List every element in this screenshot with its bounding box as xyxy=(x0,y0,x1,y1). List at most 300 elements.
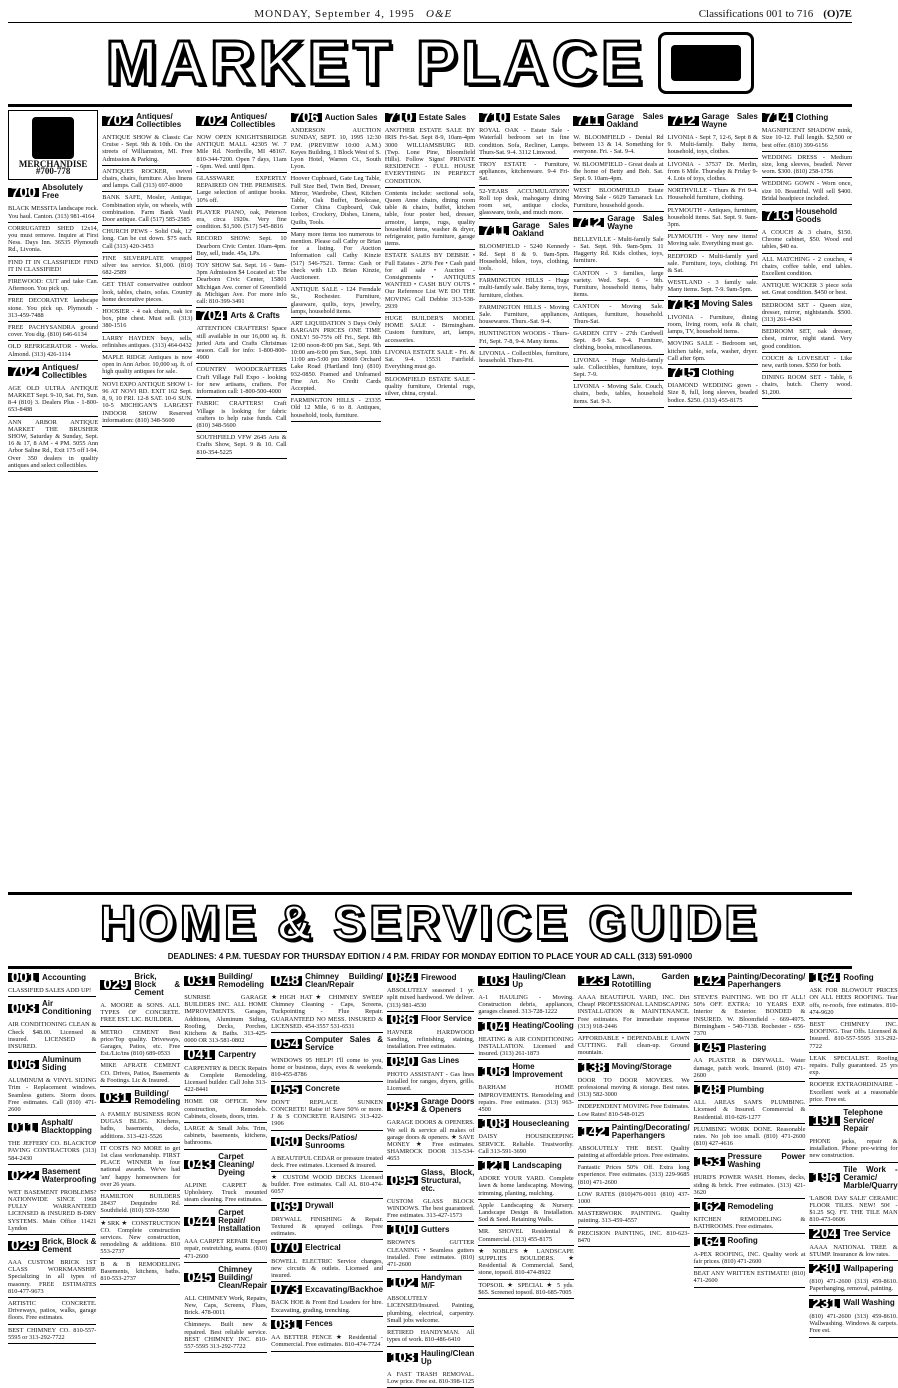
category-header xyxy=(100,1090,180,1106)
ad-text: PHONE jacks, repair & installation. Phone pre-wiring for new construction. xyxy=(809,1138,898,1160)
category-name: Gas Lines xyxy=(421,1056,460,1066)
classified-ad xyxy=(694,992,806,1040)
classified-ad xyxy=(385,347,475,374)
category-name: Garage Sales Wayne xyxy=(701,112,758,129)
classified-ad xyxy=(196,432,286,459)
ad-text: BEST CHIMNEY INC. ROOFING. Tear Offs. Licensed & Insured. 810-557-5595 313-292-7722 xyxy=(809,1021,898,1050)
ad-text: CHURCH PEWS - Solid Oak, 12' long. Can be cut down. $75 each. Call (313) 420-3453 xyxy=(102,228,193,250)
classified-ad xyxy=(573,355,663,382)
ad-text: BEDROOM SET, oak dresser, chest, mirror, night stand. Very good condition. xyxy=(761,328,852,350)
ad-text: ANDERSON AUCTION SUNDAY, SEPT. 10, 1995 12:30 P.M. (PREVIEW 10:00 A.M.) Keyes Building, 1 Block West of S. Lyon Hotel, Warren Ct., South Lyon. xyxy=(290,127,381,171)
category-name: Floor Service xyxy=(421,1014,472,1024)
category-name: Antiques/ Collectibles xyxy=(42,362,87,380)
category-number: 121 xyxy=(478,1161,509,1170)
category-number: 044 xyxy=(184,1217,215,1226)
ad-text: AA BETTER FENCE ★ Residential - Commercial. Free estimates. 810-474-7724 xyxy=(271,1334,383,1349)
classified-ad xyxy=(8,1075,96,1116)
category-number: 103 xyxy=(478,976,509,985)
classified-ad xyxy=(8,295,98,322)
category-header xyxy=(694,973,806,989)
category-number: 164 xyxy=(694,1237,725,1246)
classified-ad xyxy=(271,1055,383,1082)
category-header xyxy=(184,1209,267,1233)
ad-text: LIVONIA - Collectibles, furniture, household. Thurs-Fri. xyxy=(479,349,570,365)
category-header xyxy=(8,184,98,200)
category-header xyxy=(271,1080,383,1098)
ad-text: PLUMBING WORK DONE. Reasonable rates. No job too small. (810) 471-2600 (810) 427-4616 xyxy=(693,1125,806,1148)
category-name: Building/ Remodeling xyxy=(218,972,265,989)
classified-ad xyxy=(271,1172,383,1199)
category-header xyxy=(271,1239,383,1257)
market-column xyxy=(385,110,475,890)
classified-ad xyxy=(573,381,663,408)
category-header xyxy=(809,1294,897,1312)
classified-ad xyxy=(8,203,98,222)
classified-ad xyxy=(762,227,852,254)
ad-text: A-1 HAULING - Moving. Construction debris, appliances, garages cleaned. 313-728-1222 xyxy=(478,994,574,1016)
ad-text: BEAT ANY WRITTEN ESTIMATE! (810) 471-2600 xyxy=(693,1270,806,1285)
category-number: 093 xyxy=(387,1102,418,1111)
classified-ad xyxy=(809,1079,897,1106)
classified-ad xyxy=(578,1033,690,1060)
ad-text: FARMINGTON HILLS - Huge multi-family sale. Baby items, toys, furniture, clothes. xyxy=(479,277,570,299)
service-column xyxy=(478,970,573,1388)
category-name: Moving Sales xyxy=(701,299,753,309)
classified-ad xyxy=(100,1218,180,1259)
page-header xyxy=(8,6,852,23)
category-header xyxy=(578,1058,690,1076)
category-name: Roofing xyxy=(843,972,874,982)
category-name: Building/ Remodeling xyxy=(134,1089,181,1107)
classified-ad xyxy=(100,1191,180,1218)
ad-text: WET BASEMENT PROBLEMS? NATIONWIDE SINCE 1968 FULLY WARRANTEED LICENSED & INSURED B-DRY SYSTEMS. Main Office 11421 Lyndon xyxy=(8,1188,97,1232)
ad-text: LIVONIA ESTATE SALE - Fri. & Sat. 9-4. 15531 Fairfield. Everything must go. xyxy=(384,348,476,371)
ad-text: NOVI EXPO ANTIQUE SHOW 1-96 AT NOVI RD. EXIT 162 Sept. 8, 9, 10 FRI. 12-8 SAT. 10-6 SUN. 10-5 MICHIGAN'S LARGEST INDOOR SHOW Reserved information: (810) 348-5600 xyxy=(102,380,193,424)
classified-ad xyxy=(291,173,381,228)
ad-text: LIVONIA - Huge Multi-family sale. Collectibles, furniture, toys. Sept. 7-9. xyxy=(573,356,664,379)
category-header xyxy=(809,1166,897,1190)
classified-ad xyxy=(100,1000,180,1027)
category-name: Antiques/ Collectibles xyxy=(230,112,276,129)
category-header xyxy=(694,1232,806,1250)
ad-text: DOOR TO DOOR MOVERS. We professional moving & storage. Best rates. (313) 582-3000 xyxy=(577,1076,690,1099)
service-rule xyxy=(8,966,852,969)
classified-ad xyxy=(102,352,192,379)
category-header xyxy=(196,113,286,129)
category-number: 138 xyxy=(578,1063,609,1072)
classified-ad xyxy=(8,417,98,472)
service-guide-columns xyxy=(8,969,898,1385)
classified-ad xyxy=(668,132,758,159)
header-folio: (O)7E xyxy=(823,8,852,20)
category-name: Tree Service xyxy=(843,1229,891,1239)
market-column xyxy=(291,110,381,890)
service-column xyxy=(578,970,690,1388)
ad-text: 52-YEARS ACCUMULATION! Roll top desk, mahogany dining room set, antique clocks, glassware, tools, and much more. xyxy=(479,187,570,217)
merchandise-range: #700-778 xyxy=(35,166,71,177)
category-number: 715 xyxy=(668,368,699,377)
category-name: Glass, Block, Structural, etc. xyxy=(421,1167,475,1193)
category-name: Painting/Decorating/ Paperhangers xyxy=(611,1122,690,1140)
classified-ad xyxy=(479,186,569,220)
classified-ad xyxy=(809,1136,897,1163)
classified-ad xyxy=(762,178,852,205)
market-column xyxy=(102,110,192,890)
ad-text: LIVONIA - Furniture, dining room, living room, sofa & chair, lamps, TV, household items. xyxy=(667,313,758,336)
classified-ad xyxy=(387,1027,474,1054)
ad-text: B & B REMODELING Basements, kitchens, baths. 810-553-2737 xyxy=(100,1260,181,1283)
classified-ad xyxy=(578,992,690,1033)
category-number: 011 xyxy=(8,1123,38,1132)
ad-text: Fantastic Prices 50% Off. Extra long experience. Free estimates. (313) 229-9685 (810) 471-2600 xyxy=(577,1164,690,1186)
classified-ad xyxy=(291,318,381,395)
ad-text: BLACK MESSITA landscape rock. You haul. Canton. (313) 981-4164 xyxy=(8,205,99,220)
category-name: Clothing xyxy=(701,367,735,377)
category-name: Auction Sales xyxy=(324,112,378,122)
category-header xyxy=(184,1153,267,1177)
category-number: 702 xyxy=(102,116,133,125)
ad-text: ★HIGH HAT★ CHIMNEY SWEEP Chimney Cleaning - Caps, Screens, Tuckpointing - Flue Repair. GUARANTEED NO MESS. INSURED & LICENSED. 454-3557 531-6531 xyxy=(271,994,383,1030)
category-header xyxy=(478,973,573,989)
category-number: 086 xyxy=(387,1015,418,1024)
ad-text: CUSTOM GLASS BLOCK WINDOWS. The best guaranteed. Free estimates. 313-427-1573 xyxy=(386,1197,475,1220)
category-number: 055 xyxy=(271,1085,302,1094)
ad-text: ROOFER EXTRAORDINAIRE - Excellent work at a reasonable price. Free est. xyxy=(809,1081,898,1103)
classified-ad xyxy=(102,279,192,306)
ad-text: RECORD SHOW: Sept. 10 Dearborn Civic Center. 10am-4pm. Buy, sell, trade. 45s, LPs. xyxy=(196,235,287,257)
category-number: 231 xyxy=(809,1299,840,1308)
classified-ad xyxy=(8,257,98,276)
ad-text: KITCHEN REMODELING & BATHROOMS. Free estimates. xyxy=(693,1216,806,1231)
ad-text: REDFORD - Multi-family yard sale. Furniture, toys, clothing. Fri & Sat. xyxy=(667,252,758,275)
category-number: 106 xyxy=(478,1067,509,1076)
category-number: 045 xyxy=(184,1273,215,1282)
classified-ad xyxy=(809,985,897,1019)
classified-ad xyxy=(762,353,852,372)
category-number: 704 xyxy=(196,311,227,320)
classified-ad xyxy=(809,1242,897,1261)
ad-text: DIAMOND WEDDING gown - Size 8, full, long sleeves, beaded bodice. $250. (313) 455-8175 xyxy=(667,382,758,404)
classified-ad xyxy=(668,231,758,250)
ad-text: AAAA BEAUTIFUL YARD, INC. Dirt Cheap! PROFESSIONAL LANDSCAPING INSTALLATION & MAINTENANCE. Free estimates. For immediate response (313) 918-2446 xyxy=(577,994,690,1030)
classified-ad xyxy=(668,251,758,278)
category-number: 204 xyxy=(809,1229,840,1238)
ad-text: AIR CONDITIONING CLEAN & Check $48.00. Licensed & insured. LICENSED & INSURED. xyxy=(8,1021,97,1051)
top-rule xyxy=(8,104,852,107)
category-name: Asphalt/ Blacktopping xyxy=(41,1118,92,1136)
ad-text: HUGE BUILDER'S MODEL HOME SALE - Birmingham. Custom furniture, art, lamps, accessories. xyxy=(384,315,476,344)
ad-text: FIREWOOD: CUT and take Can. Afternoon. You pick up. xyxy=(8,278,99,293)
classified-ad xyxy=(387,985,474,1012)
category-number: 142 xyxy=(694,976,725,985)
ad-text: DON'T REPLACE SUNKEN CONCRETE! Raise it! Save 50% or more. J & S CONCRETE RAISING 313-422-1906 xyxy=(271,1098,383,1128)
classified-ad xyxy=(100,1143,180,1191)
category-number: 702 xyxy=(8,367,39,376)
category-header xyxy=(479,222,569,238)
category-header xyxy=(8,1056,96,1072)
category-header xyxy=(478,1157,573,1175)
ad-text: ABSOLUTELY THE BEST. Quality painting at affordable prices. Free estimates. xyxy=(577,1144,690,1160)
classified-ad xyxy=(8,1257,96,1298)
category-name: Garage Sales Oakland xyxy=(606,112,664,129)
classified-ad xyxy=(271,1153,383,1172)
category-name: Estate Sales xyxy=(513,112,561,122)
ad-text: MAPLE RIDGE Antiques is now open in Ann Arbor. 10,000 sq. ft. of high quality antiques for sale. xyxy=(102,354,193,376)
category-header xyxy=(184,973,267,989)
classified-ad xyxy=(573,159,663,186)
category-header xyxy=(668,295,758,313)
service-column xyxy=(809,970,897,1388)
ad-text: AA PLASTER & DRYWALL. Water damage, patch work. Insured. (810) 471-2600 xyxy=(693,1057,806,1079)
ad-text: LOW RATES (810)476-0011 (810) 437-1000 xyxy=(577,1190,690,1206)
category-header xyxy=(271,973,383,989)
category-number: 031 xyxy=(184,976,215,985)
category-number: 148 xyxy=(694,1085,725,1094)
category-number: 142 xyxy=(578,1127,609,1136)
category-header xyxy=(478,1017,574,1035)
classified-ad xyxy=(184,1293,267,1320)
classified-ad xyxy=(271,1297,383,1316)
ad-text: ABSOLUTELY seasoned 1 yr. split mixed hardwood. We deliver. (313) 981-4530 xyxy=(386,987,475,1009)
category-header xyxy=(8,1168,96,1184)
ad-text: BACK HOE & Front End Loaders for hire. Excavating, grading, trenching. xyxy=(271,1299,383,1314)
ad-text: ABSOLUTELY LICENSED/Insured. Painting, plumbing, electrical, carpentry. Small jobs welcome. xyxy=(386,1295,475,1324)
merchandise-label: MERCHANDISE xyxy=(18,159,88,169)
category-number: 102 xyxy=(387,1278,418,1287)
classified-ad xyxy=(573,328,663,355)
category-header xyxy=(387,1052,474,1070)
market-column xyxy=(479,110,569,890)
classified-ad xyxy=(387,1196,474,1223)
ad-text: HUNTINGTON WOODS - Thurs-Fri, Sept. 7-8, 9-4. Many items. xyxy=(479,330,570,345)
category-name: Housecleaning xyxy=(512,1118,570,1128)
classified-ad xyxy=(196,398,286,432)
classified-ad xyxy=(102,226,192,253)
classified-ad xyxy=(762,300,852,327)
category-name: Clothing xyxy=(795,112,829,122)
header-paper: O&E xyxy=(426,8,453,20)
market-column xyxy=(8,110,98,890)
classified-ad xyxy=(479,328,569,347)
category-header xyxy=(387,1350,474,1366)
classified-ad xyxy=(809,1311,897,1338)
category-name: Telephone Service/ Repair xyxy=(843,1108,883,1134)
classified-ad xyxy=(694,1172,806,1199)
ad-text: W. BLOOMFIELD - Dental Rd between 13 & 14. Something for everyone. Fri. - Sat. 9-4. xyxy=(573,134,664,156)
classified-ad xyxy=(184,1180,267,1207)
classified-ad xyxy=(8,1019,96,1053)
ad-text: COUCH & LOVESEAT - Like new, earth tones. $350 for both. xyxy=(761,354,852,370)
classified-ad xyxy=(8,1325,96,1344)
market-column xyxy=(668,110,758,890)
classified-ad xyxy=(291,284,381,318)
merchandise-logo-icon xyxy=(32,117,74,159)
market-column xyxy=(196,110,286,890)
classified-ad xyxy=(694,1214,806,1233)
category-header xyxy=(8,1000,96,1016)
ad-text: AFFORDABLE • DEPENDABLE LAWN CUTTING. Fall clean-up. Ground mountain. xyxy=(577,1035,690,1057)
category-header xyxy=(8,1119,96,1135)
service-column xyxy=(184,970,267,1388)
ad-text: CANTON - Moving Sale. Antiques, furniture, household. Thurs-Sat. xyxy=(573,303,664,325)
ad-text: (810) 471-2600 (313) 459-8610. Paperhanging, removal, painting. xyxy=(809,1278,898,1293)
category-number: 711 xyxy=(573,116,603,125)
classified-ad xyxy=(668,338,758,365)
ad-text: MASTERWORK PAINTING. Quality painting. 313-459-4557 xyxy=(577,1210,690,1225)
category-name: Remodeling xyxy=(727,1201,774,1211)
category-number: 162 xyxy=(694,1202,725,1211)
ad-text: PRECISION PAINTING, INC. 810-623-8470 xyxy=(577,1229,690,1244)
ad-text: HAVNER HARDWOOD Sanding, refinishing, staining, installation. Free estimates. xyxy=(386,1029,475,1051)
classified-ad xyxy=(102,253,192,280)
ad-text: PLYMOUTH - Antiques, furniture, household items. Sat. Sept. 9. 9am-3pm. xyxy=(667,206,758,229)
category-number: 145 xyxy=(694,1043,725,1052)
category-header xyxy=(573,215,663,231)
category-number: 060 xyxy=(271,1137,302,1146)
header-date-text: MONDAY, September 4, 1995 xyxy=(254,8,415,20)
ad-text: ARTISTIC CONCRETE. Driveways, patios, walks, garage floors. Free estimates. xyxy=(8,1300,97,1322)
ad-text: ADORE YOUR YARD. Complete lawn & home landscaping. Mowing, trimming, planting, mulching. xyxy=(478,1175,574,1197)
classified-ad xyxy=(196,173,286,207)
category-header xyxy=(387,969,474,986)
category-name: Garage Sales Oakland xyxy=(512,221,570,239)
classified-ad xyxy=(762,372,852,399)
classified-ad xyxy=(809,1019,897,1053)
category-header xyxy=(100,973,180,997)
classified-ad xyxy=(762,326,852,353)
category-number: 716 xyxy=(762,211,793,220)
classified-ad xyxy=(762,125,852,152)
ad-text: GET THAT conservative outdoor look, tables, chairs, sofas. Country home decorative pieces. xyxy=(102,281,193,303)
category-name: Basement Waterproofing xyxy=(42,1166,97,1184)
category-number: 230 xyxy=(809,1264,840,1273)
ad-text: 'LABOR DAY SALE' CERAMIC FLOOR TILES. NEW! 50¢ - $1.25 SQ. FT. THE TILE MAN 810-473-0606 xyxy=(809,1194,898,1224)
ad-text: A-PEX ROOFING, INC. Quality work at fair prices. (810) 471-2600 xyxy=(693,1250,806,1266)
ad-text: ALUMINUM & VINYL SIDING Trim - Replacement windows. Seamless gutters. Storm doors. Free estimates. Call (810) 471-2600 xyxy=(8,1077,97,1114)
ad-text: ROYAL OAK - Estate Sale - Waterfall bedroom set in fine condition. Sofa, Recliner, Lamps. Thurs-Sat. 9-4. 3112 Linwood. xyxy=(479,127,570,156)
category-number: 706 xyxy=(291,113,322,122)
category-header xyxy=(102,113,192,129)
category-header xyxy=(271,1134,383,1150)
category-name: Garage Sales Wayne xyxy=(607,213,664,231)
ad-text: SUNRISE GARAGE BUILDERS INC. ALL HOME IMPROVEMENTS. Garages, Additions, Aluminum Siding, Roofing, Decks, Porches, Kitchens & Baths. 313-425-0000 OR 313-581-0802 xyxy=(184,994,268,1045)
ad-text: HEATING & AIR CONDITIONING INSTALLATION. Licensed and insured. (313) 261-1873 xyxy=(478,1035,574,1058)
ad-text: Contents include: sectional sofa, Queen Anne chairs, dining room table & chairs, buffet, kitchen table, four poster bed, dresser, armoire, lamps, rugs, quality household items, washer & dryer, refrigerator, patio furniture, garage items. xyxy=(384,189,476,248)
classified-ad xyxy=(478,1200,573,1227)
ad-text: FREE PACHYSANDRA ground cover. You dig. (810) 646-6134 xyxy=(8,324,99,339)
category-header xyxy=(762,208,852,224)
classified-ad xyxy=(578,1208,690,1227)
classified-ad xyxy=(809,1193,897,1227)
category-number: 710 xyxy=(385,113,416,122)
classified-ad xyxy=(196,323,286,364)
classified-ad xyxy=(478,1173,573,1200)
classified-ad xyxy=(271,1214,383,1241)
deadline-notice: DEADLINES: 4 P.M. TUESDAY FOR THURSDAY EDITION / 4 P.M. FRIDAY FOR MONDAY EDITION TO PLACE YOUR AD CALL (313) 591-0900 xyxy=(167,952,693,961)
ad-text: HOME OR OFFICE. New construction, Remodels. Cabinets, closets, doors, trim. xyxy=(184,1098,268,1120)
classified-ad xyxy=(8,383,98,417)
category-header xyxy=(578,1124,690,1140)
category-number: 095 xyxy=(387,1176,418,1185)
category-number: 713 xyxy=(668,300,699,309)
ad-text: AGE OLD ULTRA ANTIQUE MARKET Sept. 9-10, Sat. Fri, Sun. 8-4 (810) 3. Dealers Plus - 1-800-653-8488 xyxy=(8,384,99,414)
ad-text: ALL MATCHING - 2 couches, 4 chairs, coffee table, end tables. Excellent condition. xyxy=(761,255,852,278)
category-number: 712 xyxy=(668,116,699,125)
classified-ad xyxy=(184,1096,267,1123)
category-name: Chimney Building/ Clean/Repair xyxy=(218,1264,268,1290)
service-column xyxy=(694,970,806,1388)
classified-ad xyxy=(385,250,475,313)
classified-ad xyxy=(668,159,758,186)
category-number: 081 xyxy=(271,1320,302,1329)
ad-text: OLD REFRIGERATOR - Works. Almond. (313) 426-1114 xyxy=(8,343,99,358)
ad-text: MOVING SALE - Bedroom set, kitchen table, sofa, washer, dryer. Call after 6pm. xyxy=(667,340,758,362)
classified-ad xyxy=(387,1293,474,1327)
classified-ad xyxy=(573,268,663,302)
classified-ad xyxy=(578,1228,690,1247)
ad-text: A COUCH & 3 chairs, $150. Chrome cabinet, $50. Wood end tables, $40 ea. xyxy=(761,229,852,251)
classified-ad xyxy=(8,1187,96,1235)
category-header xyxy=(8,1238,96,1254)
classified-ad xyxy=(8,341,98,360)
category-name: Garage Doors & Openers xyxy=(421,1097,475,1115)
category-header xyxy=(387,1274,474,1290)
category-number: 001 xyxy=(8,973,39,982)
classified-ad xyxy=(387,1327,474,1346)
category-header xyxy=(184,1266,267,1290)
ad-text: GLASSWARE EXPERTLY REPAIRED ON THE PREMISES. Large selection of antique books. 10% off. xyxy=(196,175,287,204)
ad-text: ATTENTION CRAFTERS! Space still available in our 16,000 sq. ft. juried Arts and Crafts Christmas season. Call for info: 1-800-800-4900 xyxy=(196,325,287,362)
category-header xyxy=(478,1115,573,1133)
classified-ad xyxy=(762,152,852,179)
header-date xyxy=(8,8,699,20)
classified-ad xyxy=(196,207,286,234)
category-name: Gutters xyxy=(421,1224,450,1234)
ad-text: NORTHVILLE - Thurs & Fri 9-4. Household furniture, clothing. xyxy=(667,187,758,202)
category-number: 711 xyxy=(479,226,509,235)
classified-ad xyxy=(578,1143,690,1162)
classified-ad xyxy=(668,277,758,296)
category-name: Hauling/Clean Up xyxy=(421,1348,475,1366)
category-name: Plastering xyxy=(727,1042,767,1052)
ad-text: BARHAM HOME IMPROVEMENTS. Remodeling and repairs. Free estimates. (313) 963-4500 xyxy=(478,1084,574,1114)
category-number: 123 xyxy=(578,976,609,985)
ad-text: ANTIQUE SHOW & Classic Car Cruise - Sept. 9th & 10th. On the streets of Williamston, MI. Free Admission & Parking. xyxy=(102,134,193,163)
category-header xyxy=(809,1225,897,1243)
ad-text: W. BLOOMFIELD - Great deals at the home of Betty and Bob. Sat. Sept. 9. 10am-4pm. xyxy=(573,160,664,183)
ad-text: Apple Landscaping & Nursery. Landscape Design & Installation. Sod & Seed. Retaining Walls. xyxy=(478,1201,574,1224)
category-number: 048 xyxy=(271,976,302,985)
category-number: 702 xyxy=(196,116,227,125)
ad-text: RETIRED HANDYMAN. All types of work. 810-486-6410 xyxy=(386,1329,475,1344)
ad-text: CORRUGATED SHED 12x14, you must remove. Inquire at First Ness. Days Inn. 36535 Plymouth Rd., Livonia. xyxy=(8,224,99,254)
category-header xyxy=(385,109,475,126)
classified-ad xyxy=(271,992,383,1033)
category-number: 191 xyxy=(809,1116,840,1125)
classified-ad xyxy=(694,1249,806,1268)
category-number: 712 xyxy=(573,218,604,227)
classified-ad xyxy=(184,1063,267,1097)
classified-ad xyxy=(478,992,573,1019)
category-name: Moving/Storage xyxy=(611,1062,672,1072)
category-number: 196 xyxy=(809,1173,840,1182)
classified-ad xyxy=(385,313,475,347)
category-number: 714 xyxy=(762,113,793,122)
ad-text: METRO CEMENT Best price/Top quality. Driveways, Garages, Patios, etc. Free Est./Lic/ins (810) 689-0533 xyxy=(100,1028,181,1058)
classified-ad xyxy=(694,1055,806,1082)
ad-text: CARPENTRY & DECK Repairs & Complete Remodeling. Licensed builder. Call John 313-422-8441 xyxy=(184,1064,268,1094)
category-number: 070 xyxy=(271,1243,302,1252)
